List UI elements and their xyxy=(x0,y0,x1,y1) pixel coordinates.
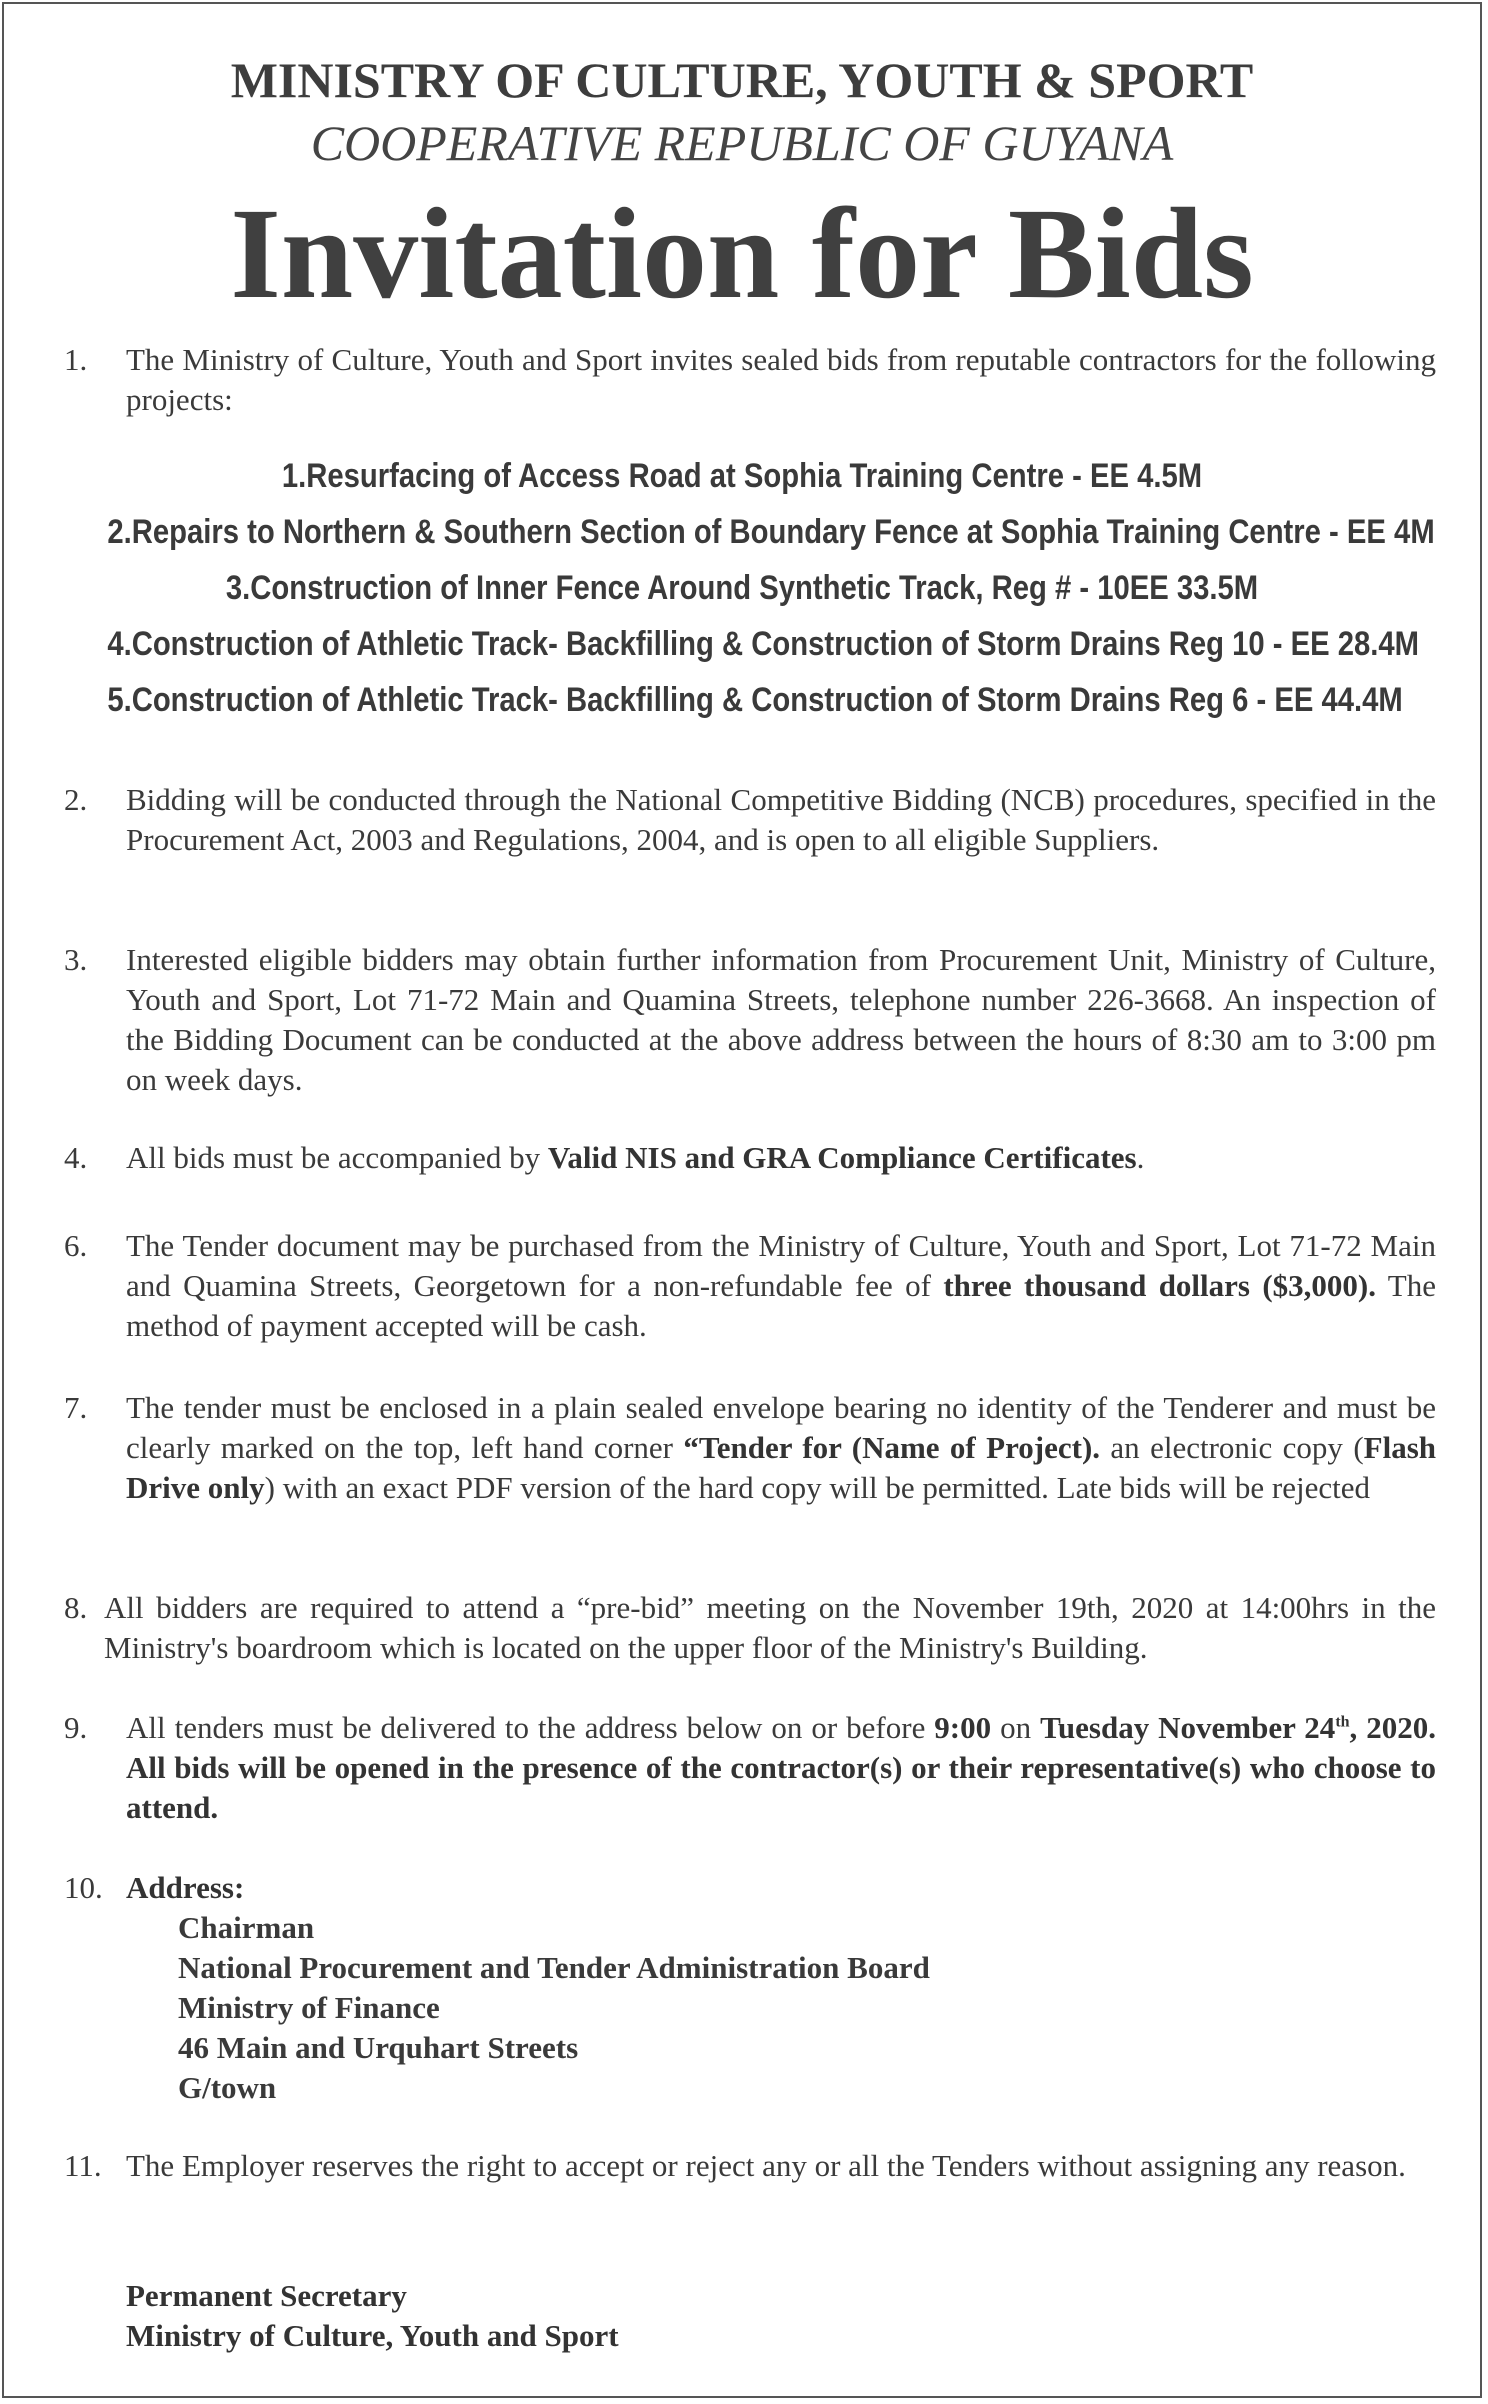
clause-text: Interested eligible bidders may obtain further information from Procurement Unit, Ministry of Culture, Youth and Sport, Lot 71-72 Main and Quamina Streets, telephone number 226-3668. An inspection of the Bidding Document can be conducted at the above address between the hours of 8:30 am to 3:00 pm on week days. xyxy=(126,942,1436,1097)
project-item: 1.Resurfacing of Access Road at Sophia Training Centre - EE 4.5M xyxy=(281,457,1203,495)
project-item: 2.Repairs to Northern & Southern Section of Boundary Fence at Sophia Training Centre - EE 4M xyxy=(107,513,1435,551)
clause-1 xyxy=(64,340,1436,420)
clause-number: 3. xyxy=(64,942,88,977)
project-item: 5.Construction of Athletic Track- Backfilling & Construction of Storm Drains Reg 6 - EE 44.4M xyxy=(107,681,1403,719)
address-line: Ministry of Finance xyxy=(178,1990,440,2025)
clause-8 xyxy=(64,1588,1436,1668)
clause-9 xyxy=(64,1708,1436,1828)
clause-3 xyxy=(64,940,1436,1100)
clause-11 xyxy=(64,2146,1436,2186)
clause-text: The Ministry of Culture, Youth and Sport invites sealed bids from reputable contractors for the following projects: xyxy=(126,342,1436,417)
clause-number: 7. xyxy=(64,1390,88,1425)
clause-number: 4. xyxy=(64,1140,88,1175)
address-line: 46 Main and Urquhart Streets xyxy=(178,2030,579,2065)
page-title: Invitation for Bids xyxy=(230,182,1254,326)
clause-number: 1. xyxy=(64,342,88,377)
address-line: G/town xyxy=(178,2070,277,2105)
clause-text: The Employer reserves the right to accept or reject any or all the Tenders without assigning any reason. xyxy=(126,2148,1406,2183)
project-list xyxy=(107,448,1435,728)
project-item: 4.Construction of Athletic Track- Backfilling & Construction of Storm Drains Reg 10 - EE 28.4M xyxy=(107,625,1419,663)
clause-text: The Tender document may be purchased from the Ministry of Culture, Youth and Sport, Lot 71-72 Main and Quamina Streets, Georgetown for a non-refundable fee of three thousand dollars ($3,000). The method of payment accepted will be cash. xyxy=(126,1228,1436,1343)
address-label: Address: xyxy=(126,1870,245,1905)
clause-7 xyxy=(64,1388,1436,1508)
clause-number: 10. xyxy=(64,1870,103,1905)
signatory-org: Ministry of Culture, Youth and Sport xyxy=(126,2318,619,2353)
clause-4 xyxy=(64,1138,1436,1178)
bid-notice xyxy=(2,2,1482,2398)
address-line: National Procurement and Tender Administration Board xyxy=(178,1950,930,1985)
clause-text: All tenders must be delivered to the address below on or before 9:00 on Tuesday November 24th, 2020. All bids will be opened in the presence of the contractor(s) or their representative(s) who choose to attend. xyxy=(126,1710,1437,1825)
clause-number: 6. xyxy=(64,1228,88,1263)
clause-text: All bids must be accompanied by Valid NIS and GRA Compliance Certificates. xyxy=(126,1140,1145,1175)
project-item: 3.Construction of Inner Fence Around Synthetic Track, Reg # - 10EE 33.5M xyxy=(225,569,1259,607)
clause-number: 2. xyxy=(64,782,88,817)
republic-subheading: COOPERATIVE REPUBLIC OF GUYANA xyxy=(310,115,1174,171)
clause-6 xyxy=(64,1226,1436,1346)
clause-text: All bidders are required to attend a “pre-bid” meeting on the November 19th, 2020 at 14:00hrs in the Ministry's boardroom which is located on the upper floor of the Ministry's Building. xyxy=(104,1590,1436,1665)
clause-number: 11. xyxy=(64,2148,102,2183)
clause-10 xyxy=(64,1868,1436,2108)
clause-number: 8. xyxy=(64,1590,88,1625)
signatory-title: Permanent Secretary xyxy=(126,2278,407,2313)
clause-number: 9. xyxy=(64,1710,88,1745)
clause-text: The tender must be enclosed in a plain sealed envelope bearing no identity of the Tenderer and must be clearly marked on the top, left hand corner “Tender for (Name of Project). an electronic copy (Flash Drive only) with an exact PDF version of the hard copy will be permitted. Late bids will be rejected xyxy=(126,1390,1437,1505)
clause-text: Bidding will be conducted through the National Competitive Bidding (NCB) procedures, specified in the Procurement Act, 2003 and Regulations, 2004, and is open to all eligible Suppliers. xyxy=(126,782,1436,857)
address-line: Chairman xyxy=(178,1910,315,1945)
clause-2 xyxy=(64,780,1436,860)
ministry-heading: MINISTRY OF CULTURE, YOUTH & SPORT xyxy=(230,52,1254,108)
